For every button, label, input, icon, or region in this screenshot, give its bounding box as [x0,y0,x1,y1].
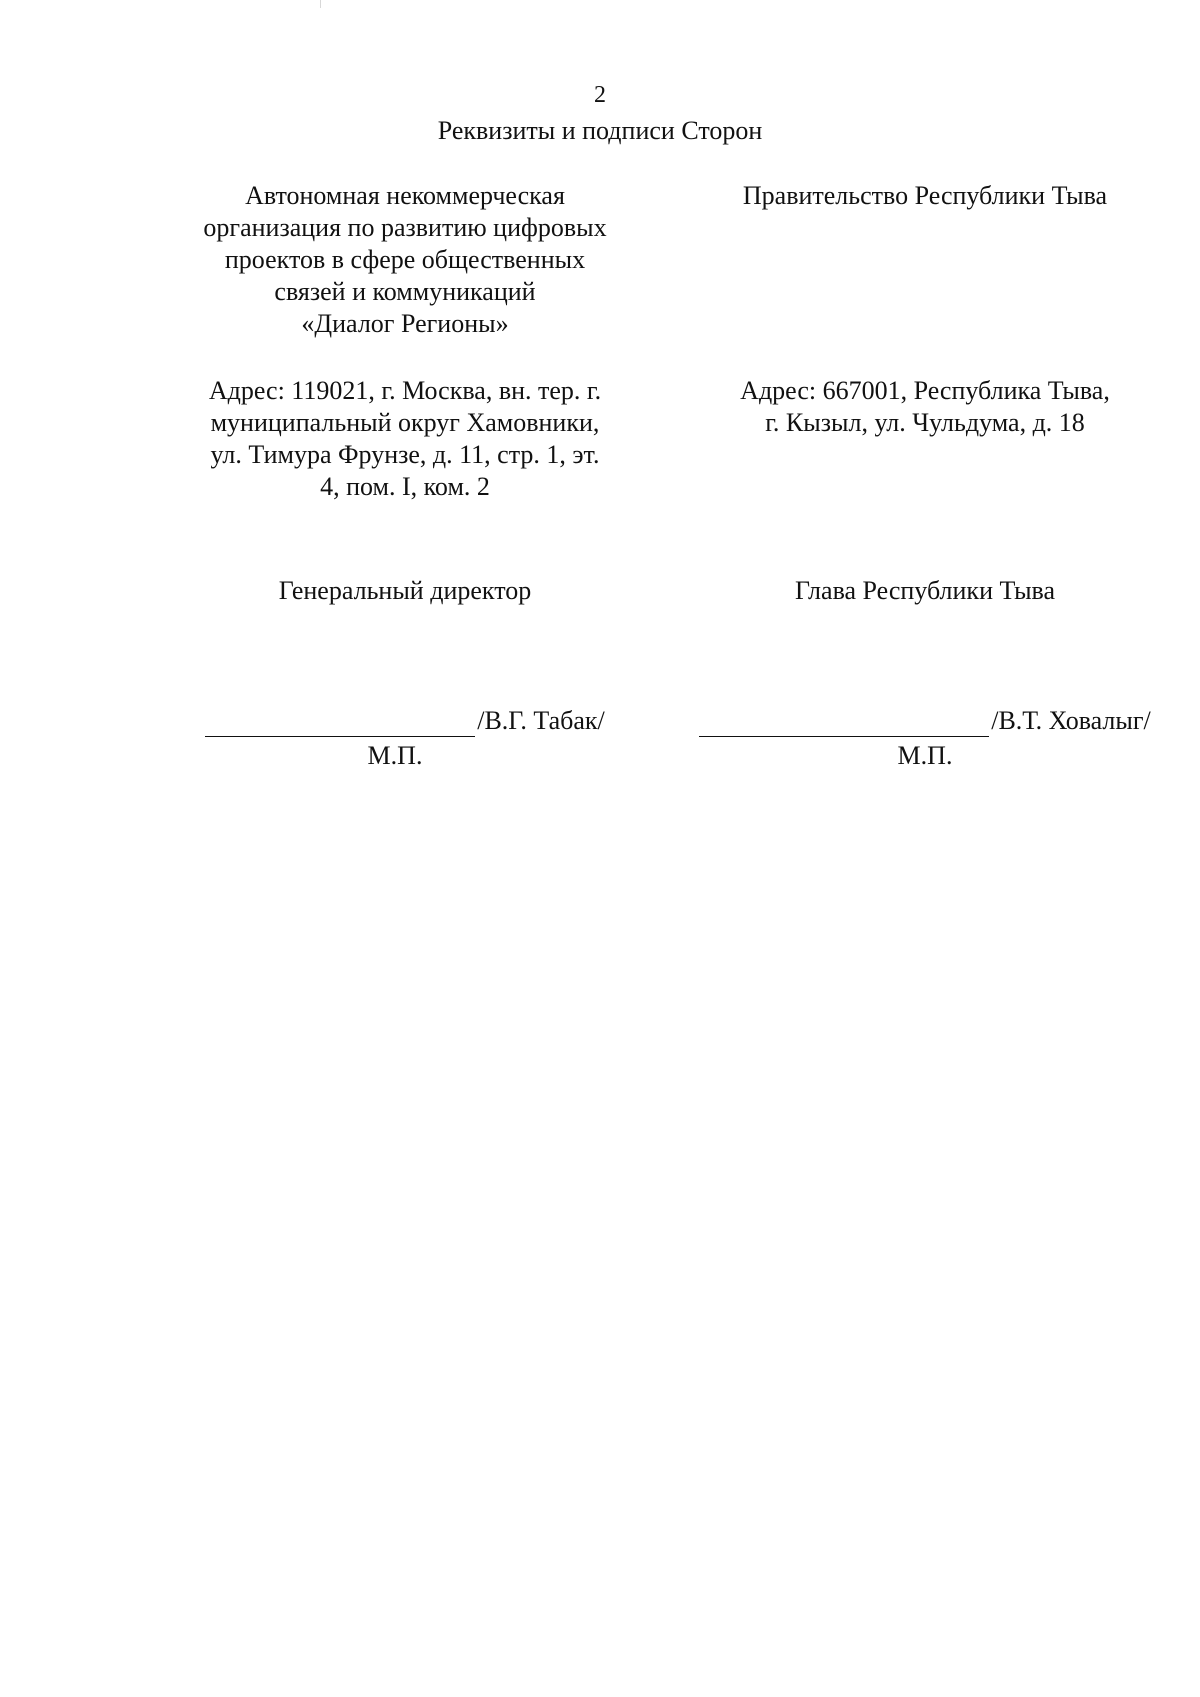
right-signatory-position: Глава Республики Тыва [794,576,1056,605]
left-stamp-label: М.П. [367,741,423,770]
right-address-line: Адрес: 667001, Республика Тыва, [740,376,1110,405]
right-stamp-label: М.П. [897,741,953,770]
left-signature-line [205,710,475,737]
left-signatory-name: /В.Г. Табак/ [477,706,605,735]
left-party-name-line: связей и коммуникаций [274,277,536,306]
left-signatory-position: Генеральный директор [278,576,532,605]
right-signature-line [699,710,989,737]
left-party-name-line: «Диалог Регионы» [301,309,509,338]
right-signatory-name: /В.Т. Ховалыг/ [991,706,1151,735]
left-address-line: муниципальный округ Хамовники, [210,408,600,437]
left-party-name-line: организация по развитию цифровых [203,213,607,242]
left-address-line: Адрес: 119021, г. Москва, вн. тер. г. [208,376,602,405]
page-number: 2 [594,82,606,108]
left-party-name-line: Автономная некоммерческая [245,181,565,210]
right-address-line: г. Кызыл, ул. Чульдума, д. 18 [765,408,1085,437]
right-party-address [690,375,1160,439]
right-party-name [690,180,1160,212]
left-address-line: ул. Тимура Фрунзе, д. 11, стр. 1, эт. [210,440,600,469]
right-party-name-line: Правительство Республики Тыва [742,181,1108,210]
right-signature [690,705,1160,737]
left-party-name [170,180,640,340]
left-address-line: 4, пом. I, ком. 2 [320,472,490,501]
left-signature [170,705,640,737]
page-title: Реквизиты и подписи Сторон [437,116,763,145]
left-party-name-line: проектов в сфере общественных [224,245,586,274]
left-party-address [170,375,640,503]
scan-mark [320,0,321,8]
